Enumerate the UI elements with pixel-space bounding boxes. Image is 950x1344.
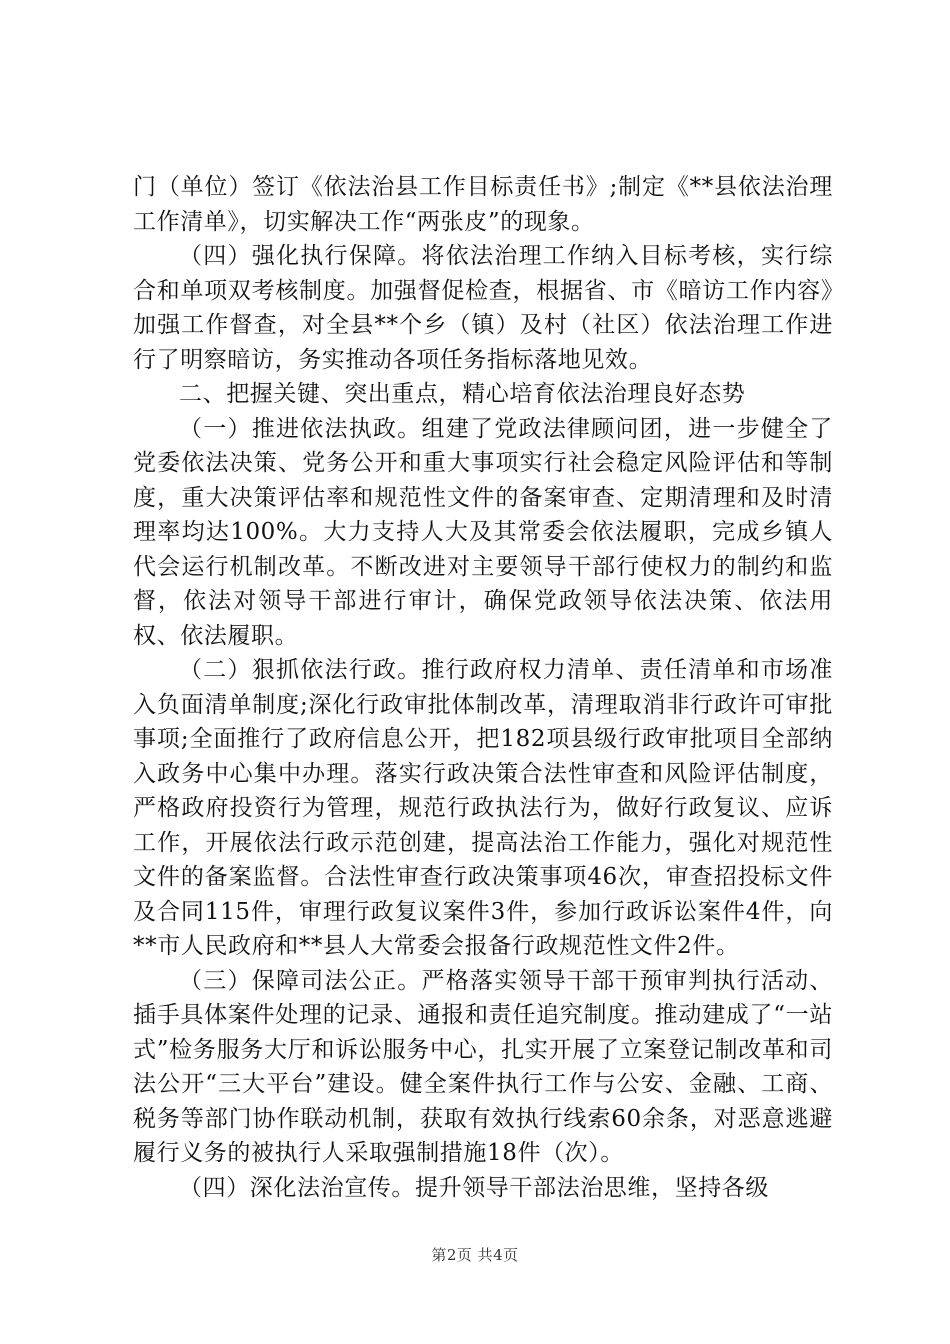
document-body: [133, 170, 833, 1205]
paragraph-2: （四）强化执行保障。将依法治理工作纳入目标考核，实行综合和单项双考核制度。加强督促检查，根据省、市《暗访工作内容》加强工作督查，对全县**个乡（镇）及村（社区）依法治理工作进行了明察暗访，务实推动各项任务指标落地见效。: [133, 243, 833, 373]
paragraph-4: （二）狠抓依法行政。推行政府权力清单、责任清单和市场准入负面清单制度;深化行政审批体制改革，清理取消非行政许可审批事项;全面推行了政府信息公开，把182项县级行政审批项目全部纳入政务中心集中办理。落实行政决策合法性审查和风险评估制度，严格政府投资行为管理，规范行政执法行为，做好行政复议、应诉工作，开展依法行政示范创建，提高法治工作能力，强化对规范性文件的备案监督。合法性审查行政决策事项46次，审查招投标文件及合同115件，审理行政复议案件3件，参加行政诉讼案件4件，向**市人民政府和**县人大常委会报备行政规范性文件2件。: [133, 657, 833, 959]
section-heading-2: 二、把握关键、突出重点，精心培育依法治理良好态势: [179, 381, 746, 407]
page-footer: 第2页 共4页: [431, 1246, 519, 1264]
paragraph-5: （三）保障司法公正。严格落实领导干部干预审判执行活动、插手具体案件处理的记录、通报和责任追究制度。推动建成了“一站式”检务服务大厅和诉讼服务中心，扎实开展了立案登记制改革和司法公开“三大平台”建设。健全案件执行工作与公安、金融、工商、税务等部门协作联动机制，获取有效执行线索60余条，对恶意逃避履行义务的被执行人采取强制措施18件（次）。: [133, 967, 833, 1166]
paragraph-3: （一）推进依法执政。组建了党政法律顾问团，进一步健全了党委依法决策、党务公开和重大事项实行社会稳定风险评估和等制度，重大决策评估率和规范性文件的备案审查、定期清理和及时清理率均达100%。大力支持人大及其常委会依法履职，完成乡镇人代会运行机制改革。不断改进对主要领导干部行使权力的制约和监督，依法对领导干部进行审计，确保党政领导依法决策、依法用权、依法履职。: [133, 415, 833, 649]
paragraph-6: （四）深化法治宣传。提升领导干部法治思维，坚持各级: [179, 1174, 769, 1201]
paragraph-1: 门（单位）签订《依法治县工作目标责任书》;制定《**县依法治理工作清单》，切实解决工作“两张皮”的现象。: [133, 174, 833, 235]
